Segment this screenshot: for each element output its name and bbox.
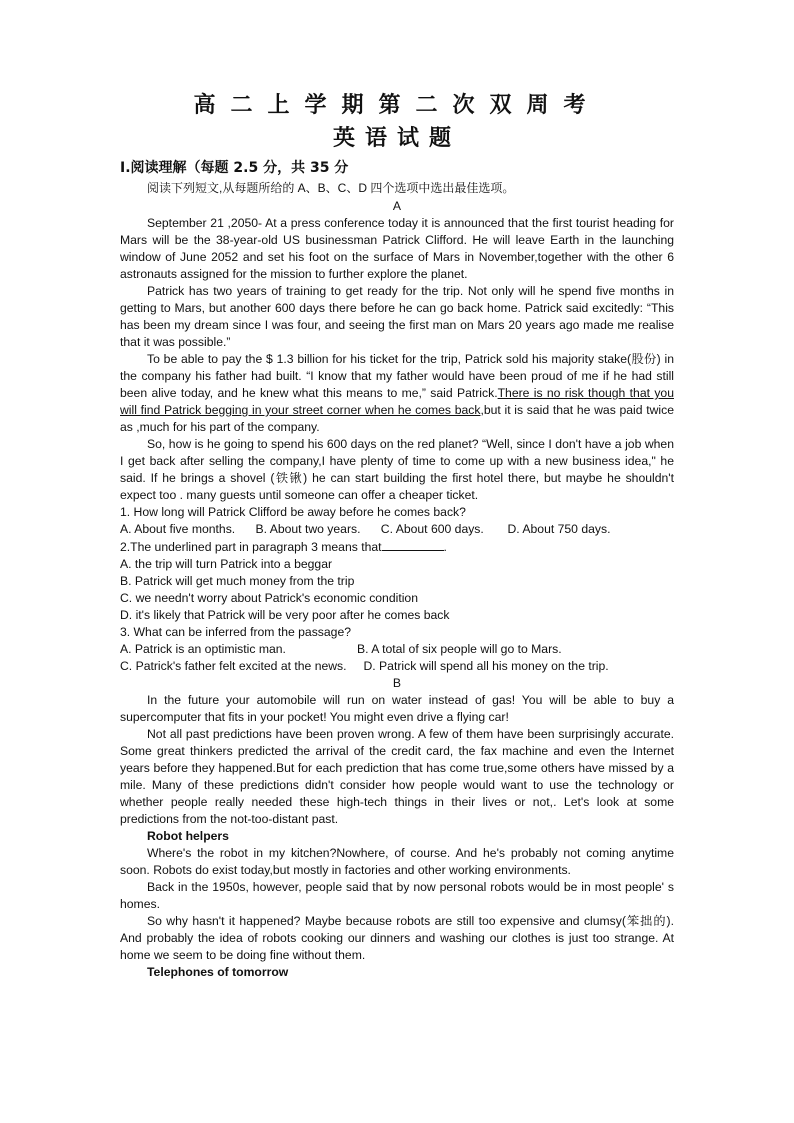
exam-content: [120, 198, 674, 981]
passage-a-paragraph-1: September 21 ,2050- At a press conference today it is announced that the first tourist heading for Mars will be the 38-year-old US businessman Patrick Clifford. He will leave Earth in the launching window of June 2052 and set his foot on the surface of Mars in November,together with the other 6 astronauts assigned for the mission to further explore the planet.: [120, 216, 674, 281]
exam-subtitle: 英语试题: [332, 125, 461, 151]
passage-b-paragraph-1: In the future your automobile will run on water instead of gas! You will be able to buy a supercomputer that fits in your pocket! You might even drive a flying car!: [120, 693, 674, 724]
question-2-option-a: A. the trip will turn Patrick into a beggar: [120, 557, 333, 571]
passage-b-paragraph-4: Back in the 1950s, however, people said that by now personal robots would be in most people' s homes.: [120, 880, 674, 911]
passage-a-paragraph-3: [120, 351, 674, 436]
section-instruction: 阅读下列短文,从每题所给的 A、B、C、D 四个选项中选出最佳选项。: [147, 181, 515, 195]
question-2-option-b: B. Patrick will get much money from the trip: [120, 574, 355, 588]
question-3-options-ab: A. Patrick is an optimistic man. B. A total of six people will go to Mars.: [120, 642, 562, 656]
passage-a-paragraph-2: Patrick has two years of training to get ready for the trip. Not only will he spend five months in getting to Mars, but another 600 days there before he can go back home. Patrick said excitedly: “This has been my dream since I was four, and seeing the first man on Mars 20 years ago made me realise that it was possible.”: [120, 284, 674, 349]
question-2-option-c: C. we needn't worry about Patrick's economic condition: [120, 591, 418, 605]
passage-b-paragraph-2: Not all past predictions have been proven wrong. A few of them have been surprisingly accurate. Some great thinkers predicted the arrival of the credit card, the fax machine and even the Internet years before they happened.But for each prediction that has come true,some others have missed by a mile. Many of these predictions didn't consider how people would want to use the technology or whether people really needed these high-tech things in their lives or not,. Let's look at some predictions from the not-too-distant past.: [120, 727, 674, 826]
section-heading: Ⅰ.阅读理解（每题 2.5 分，共 35 分: [120, 160, 349, 176]
question-2: [120, 538, 674, 556]
question-1-options: A. About five months. B. About two years. C. About 600 days. D. About 750 days.: [120, 522, 611, 536]
passage-a-paragraph-4: So, how is he going to spend his 600 days on the red planet? “Well, since I don't have a job when I get back after selling the company,I have plenty of time to come up with a new business idea," he said. If he brings a shovel (铁锹) he can start building the first hotel there, but maybe he shouldn't expect too . many guests until someone can offer a cheaper ticket.: [120, 437, 674, 502]
question-2-end: .: [443, 540, 447, 554]
passage-b-paragraph-5: So why hasn't it happened? Maybe because robots are still too expensive and clumsy(笨拙的). And probably the idea of robots cooking our dinners and washing our clothes is just too strange. At home we seem to be doing fine without them.: [120, 914, 674, 962]
paragraph-3-start: To be able to pay the $ 1.3 billion for his ticket for the trip, Patrick sold his majority stake(股份) in the company his father had built. “I know that my father would have been proud of me if he had still been alive today, and he knew what this means to me,” said Patrick.: [120, 352, 674, 400]
question-2-option-d: D. it's likely that Patrick will be very poor after he comes back: [120, 608, 450, 622]
passage-b-label: B: [392, 676, 402, 690]
paragraph-3-end: ,but it is said that he was paid twice as ,much for his part of the company.: [120, 403, 674, 434]
subheading-telephones: Telephones of tomorrow: [147, 965, 289, 979]
question-1: 1. How long will Patrick Clifford be away before he comes back?: [120, 505, 466, 519]
question-3: 3. What can be inferred from the passage?: [120, 625, 352, 639]
passage-a-label: A: [392, 199, 402, 213]
question-3-options-cd: C. Patrick's father felt excited at the news. D. Patrick will spend all his money on the trip.: [120, 659, 609, 673]
answer-blank: [382, 538, 444, 551]
underlined-sentence: There is no risk though that you will find Patrick begging in your street corner when he comes back: [120, 386, 674, 417]
subheading-robot-helpers: Robot helpers: [147, 829, 229, 843]
passage-b-paragraph-3: Where's the robot in my kitchen?Nowhere, of course. And he's probably not coming anytime soon. Robots do exist today,but mostly in factories and other working environments.: [120, 846, 674, 877]
exam-title: 高二上学期第二次双周考: [193, 92, 601, 118]
question-2-text: 2.The underlined part in paragraph 3 means that: [120, 540, 382, 554]
